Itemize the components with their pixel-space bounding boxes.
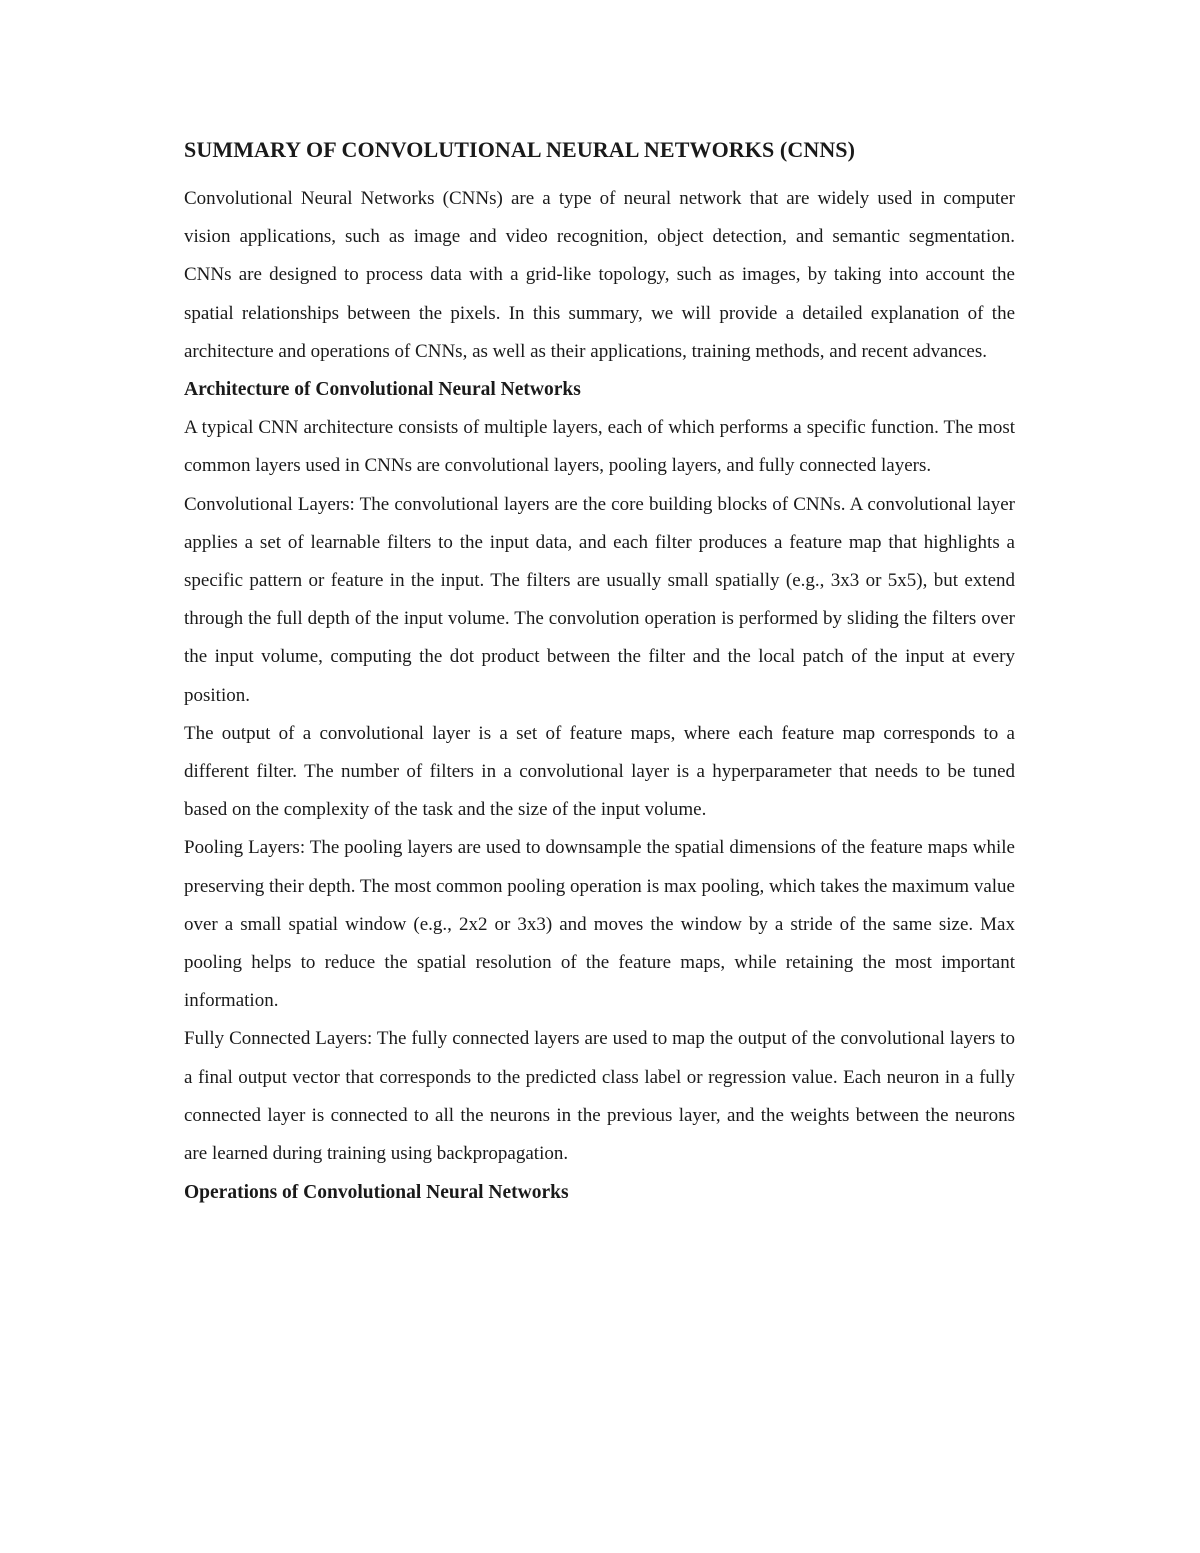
document-title: SUMMARY OF CONVOLUTIONAL NEURAL NETWORKS (CNNS)	[184, 137, 856, 162]
operations-heading: Operations of Convolutional Neural Networks	[184, 1182, 569, 1204]
pooling-layers-paragraph: Pooling Layers: The pooling layers are used to downsample the spatial dimensions of the feature maps while preserving their depth. The most common pooling operation is max pooling, which takes the maximum value over a small spatial window (e.g., 2x2 or 3x3) and moves the window by a stride of the same size. Max pooling helps to reduce the spatial resolution of the feature maps, while retaining the most important information.	[184, 837, 1015, 1012]
convolutional-layers-paragraph: Convolutional Layers: The convolutional layers are the core building blocks of CNNs. A convolutional layer applies a set of learnable filters to the input data, and each filter produces a feature map that highlights a specific pattern or feature in the input. The filters are usually small spatially (e.g., 3x3 or 5x5), but extend through the full depth of the input volume. The convolution operation is performed by sliding the filters over the input volume, computing the dot product between the filter and the local patch of the input at every position.	[184, 493, 1015, 706]
convolutional-output-paragraph: The output of a convolutional layer is a set of feature maps, where each feature map corresponds to a different filter. The number of filters in a convolutional layer is a hyperparameter that needs to be tuned based on the complexity of the task and the size of the input volume.	[184, 722, 1015, 821]
architecture-heading: Architecture of Convolutional Neural Networks	[184, 379, 581, 401]
document-page	[184, 128, 1015, 1212]
intro-paragraph: Convolutional Neural Networks (CNNs) are a type of neural network that are widely used in computer vision applications, such as image and video recognition, object detection, and semantic segmentation. CNNs are designed to process data with a grid-like topology, such as images, by taking into account the spatial relationships between the pixels. In this summary, we will provide a detailed explanation of the architecture and operations of CNNs, as well as their applications, training methods, and recent advances.	[184, 188, 1015, 362]
architecture-overview-paragraph: A typical CNN architecture consists of multiple layers, each of which performs a specific function. The most common layers used in CNNs are convolutional layers, pooling layers, and fully connected layers.	[184, 417, 1015, 477]
fully-connected-layers-paragraph: Fully Connected Layers: The fully connected layers are used to map the output of the convolutional layers to a final output vector that corresponds to the predicted class label or regression value. Each neuron in a fully connected layer is connected to all the neurons in the previous layer, and the weights between the neurons are learned during training using backpropagation.	[184, 1028, 1015, 1165]
